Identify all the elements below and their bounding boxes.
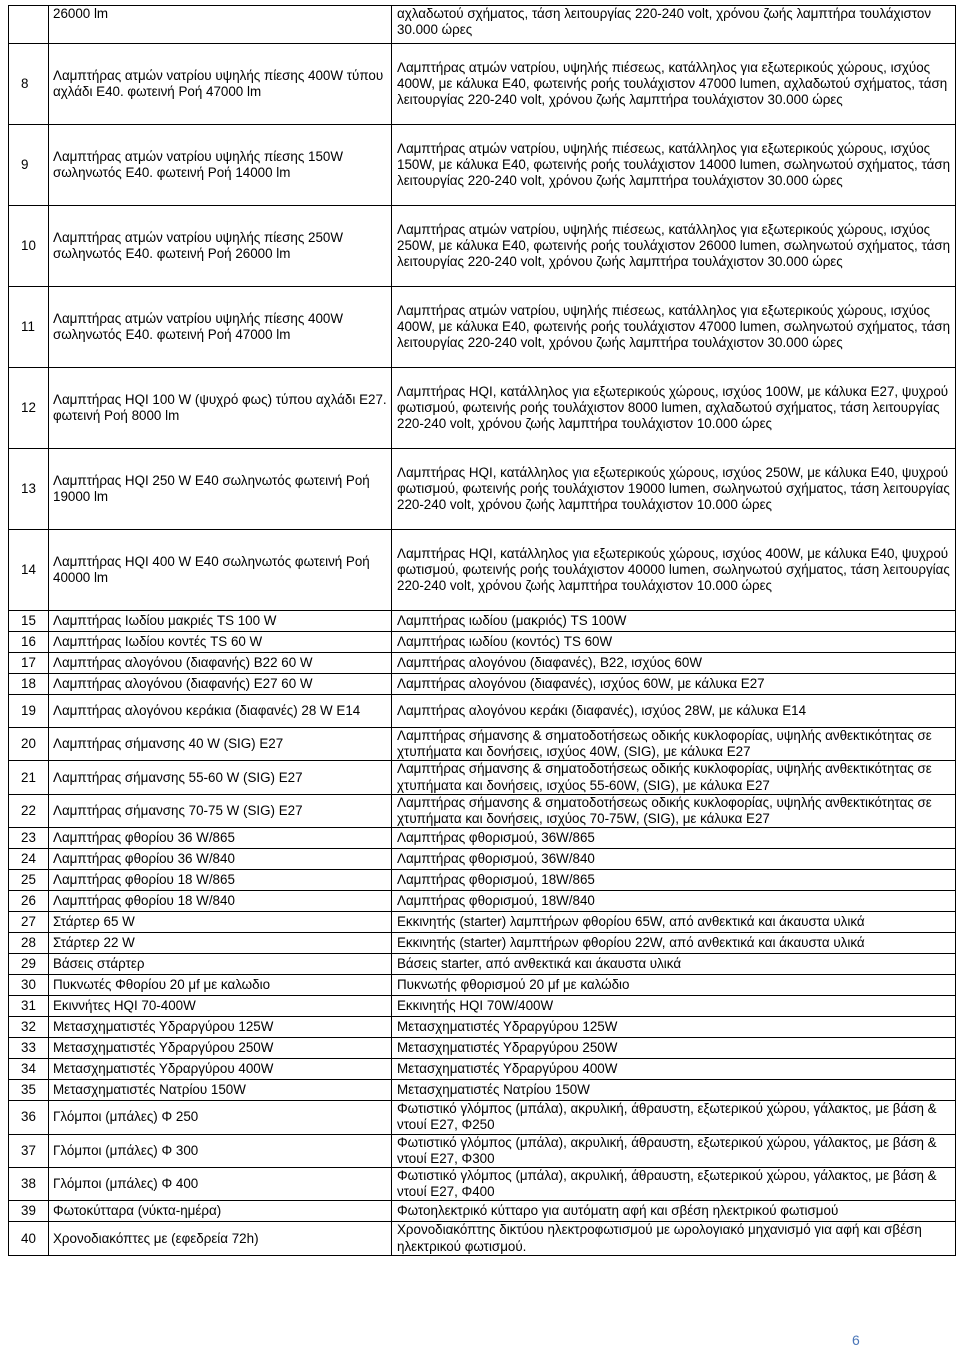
row-number-cell: 38 [9, 1168, 49, 1201]
item-name-cell: Λαμπτήρας σήμανσης 40 W (SIG) E27 [49, 728, 392, 761]
row-number-cell: 13 [9, 449, 49, 530]
table-row [9, 632, 956, 653]
item-description-cell: Λαμπτήρας σήμανσης & σηματοδοτήσεως οδικής κυκλοφορίας, υψηλής ανθεκτικότητας σε χτυπήματα και δονήσεις, ισχύος 55-60W, (SIG), με κάλυκα E27 [392, 761, 956, 794]
item-name-cell: Μετασχηματιστές Υδραργύρου 250W [49, 1038, 392, 1059]
table-row [9, 695, 956, 728]
row-number-cell: 9 [9, 125, 49, 206]
table-row [9, 674, 956, 695]
table-row [9, 794, 956, 827]
table-row [9, 996, 956, 1017]
table-row [9, 933, 956, 954]
row-number-cell: 15 [9, 611, 49, 632]
item-description-cell: Χρονοδιακόπτης δικτύου ηλεκτροφωτισμού με ωρολογιακό μηχανισμό για αφή και σβέση ηλεκτρικού φωτισμού. [392, 1222, 956, 1255]
item-description-cell: Φωτιστικό γλόμπος (μπάλα), ακρυλική, άθραυστη, εξωτερικού χώρου, γάλακτος, με βάση & ντουί E27, Φ300 [392, 1134, 956, 1167]
row-number-cell: 12 [9, 368, 49, 449]
item-name-cell: Στάρτερ 65 W [49, 912, 392, 933]
items-table-body [9, 6, 956, 1256]
item-description-cell: Εκκινητής HQI 70W/400W [392, 996, 956, 1017]
table-row [9, 828, 956, 849]
item-description-cell: Λαμπτήρας αλογόνου (διαφανές), B22, ισχύος 60W [392, 653, 956, 674]
row-number-cell: 35 [9, 1080, 49, 1101]
row-number-cell: 28 [9, 933, 49, 954]
row-number-cell [9, 6, 49, 44]
row-number-cell: 19 [9, 695, 49, 728]
item-description-cell: Λαμπτήρας σήμανσης & σηματοδοτήσεως οδικής κυκλοφορίας, υψηλής ανθεκτικότητας σε χτυπήματα και δονήσεις, ισχύος 70-75W, (SIG), με κάλυκα E27 [392, 794, 956, 827]
item-description-cell: Λαμπτήρας φθορισμού, 18W/865 [392, 870, 956, 891]
table-row [9, 870, 956, 891]
item-name-cell: Γλόμποι (μπάλες) Φ 300 [49, 1134, 392, 1167]
item-description-cell: Βάσεις starter, από ανθεκτικά και άκαυστα υλικά [392, 954, 956, 975]
item-description-cell: Λαμπτήρας φθορισμού, 36W/865 [392, 828, 956, 849]
table-row [9, 849, 956, 870]
item-name-cell: 26000 lm [49, 6, 392, 44]
table-row [9, 449, 956, 530]
item-name-cell: Λαμπτήρας φθορίου 36 W/840 [49, 849, 392, 870]
item-name-cell: Λαμπτήρας ατμών νατρίου υψηλής πίεσης 400W τύπου αχλάδι E40. φωτεινή Ροή 47000 lm [49, 44, 392, 125]
row-number-cell: 32 [9, 1017, 49, 1038]
item-description-cell: Λαμπτήρας αλογόνου (διαφανές), ισχύος 60W, με κάλυκα E27 [392, 674, 956, 695]
item-name-cell: Λαμπτήρας φθορίου 18 W/865 [49, 870, 392, 891]
item-description-cell: Λαμπτήρας φθορισμού, 36W/840 [392, 849, 956, 870]
table-row [9, 653, 956, 674]
table-row [9, 206, 956, 287]
table-row [9, 287, 956, 368]
table-row [9, 368, 956, 449]
item-name-cell: Μετασχηματιστές Υδραργύρου 125W [49, 1017, 392, 1038]
table-row [9, 1059, 956, 1080]
item-name-cell: Λαμπτήρας ατμών νατρίου υψηλής πίεσης 150W σωληνωτός E40. φωτεινή Ροή 14000 lm [49, 125, 392, 206]
item-description-cell: Λαμπτήρας ατμών νατρίου, υψηλής πιέσεως, κατάλληλος για εξωτερικούς χώρους, ισχύος 400W, με κάλυκα Ε40, φωτεινής ροής τουλάχιστον 47000 lumen, αχλαδωτού σχήματος, τάση λειτουργίας 220-240 volt, χρόνου ζωής λαμπτήρα τουλάχιστον 30.000 ώρες [392, 44, 956, 125]
table-row [9, 1101, 956, 1134]
item-name-cell: Λαμπτήρας ατμών νατρίου υψηλής πίεσης 400W σωληνωτός E40. φωτεινή Ροή 47000 lm [49, 287, 392, 368]
table-row [9, 1134, 956, 1167]
row-number-cell: 20 [9, 728, 49, 761]
table-row [9, 6, 956, 44]
item-description-cell: Λαμπτήρας ιωδίου (κοντός) TS 60W [392, 632, 956, 653]
row-number-cell: 29 [9, 954, 49, 975]
item-name-cell: Γλόμποι (μπάλες) Φ 400 [49, 1168, 392, 1201]
row-number-cell: 40 [9, 1222, 49, 1255]
item-description-cell: Λαμπτήρας ατμών νατρίου, υψηλής πιέσεως, κατάλληλος για εξωτερικούς χώρους, ισχύος 250W, με κάλυκα Ε40, φωτεινής ροής τουλάχιστον 26000 lumen, σωληνωτού σχήματος, τάση λειτουργίας 220-240 volt, χρόνου ζωής λαμπτήρα τουλάχιστον 30.000 ώρες [392, 206, 956, 287]
row-number-cell: 14 [9, 530, 49, 611]
table-row [9, 125, 956, 206]
item-description-cell: Φωτιστικό γλόμπος (μπάλα), ακρυλική, άθραυστη, εξωτερικού χώρου, γάλακτος, με βάση & ντουί E27, Φ400 [392, 1168, 956, 1201]
table-row [9, 44, 956, 125]
table-row [9, 975, 956, 996]
row-number-cell: 27 [9, 912, 49, 933]
table-row [9, 1017, 956, 1038]
item-name-cell: Φωτοκύτταρα (νύκτα-ημέρα) [49, 1201, 392, 1222]
table-row [9, 611, 956, 632]
item-description-cell: Λαμπτήρας HQI, κατάλληλος για εξωτερικούς χώρους, ισχύος 100W, με κάλυκα Ε27, ψυχρού φωτισμού, φωτεινής ροής τουλάχιστον 8000 lumen, αχλαδωτού σχήματος, τάση λειτουργίας 220-240 volt, χρόνου ζωής λαμπτήρα τουλάχιστον 10.000 ώρες [392, 368, 956, 449]
item-name-cell: Πυκνωτές Φθορίου 20 μf με καλωδιο [49, 975, 392, 996]
item-name-cell: Λαμπτήρας Ιωδίου μακριές TS 100 W [49, 611, 392, 632]
row-number-cell: 39 [9, 1201, 49, 1222]
item-name-cell: Εκιννήτες HQI 70-400W [49, 996, 392, 1017]
item-name-cell: Λαμπτήρας Ιωδίου κοντές TS 60 W [49, 632, 392, 653]
row-number-cell: 31 [9, 996, 49, 1017]
row-number-cell: 8 [9, 44, 49, 125]
items-table [8, 5, 956, 1256]
row-number-cell: 23 [9, 828, 49, 849]
table-row [9, 1222, 956, 1255]
table-row [9, 1168, 956, 1201]
item-description-cell: Μετασχηματιστές Νατρίου 150W [392, 1080, 956, 1101]
row-number-cell: 16 [9, 632, 49, 653]
item-description-cell: Λαμπτήρας HQI, κατάλληλος για εξωτερικούς χώρους, ισχύος 400W, με κάλυκα Ε40, ψυχρού φωτισμού, φωτεινής ροής τουλάχιστον 40000 lumen, σωληνωτού σχήματος, τάση λειτουργίας 220-240 volt, χρόνου ζωής λαμπτήρα τουλάχιστον 10.000 ώρες [392, 530, 956, 611]
item-description-cell: Λαμπτήρας ατμών νατρίου, υψηλής πιέσεως, κατάλληλος για εξωτερικούς χώρους, ισχύος 400W, με κάλυκα Ε40, φωτεινής ροής τουλάχιστον 47000 lumen, σωληνωτού σχήματος, τάση λειτουργίας 220-240 volt, χρόνου ζωής λαμπτήρα τουλάχιστον 30.000 ώρες [392, 287, 956, 368]
item-name-cell: Βάσεις στάρτερ [49, 954, 392, 975]
item-name-cell: Γλόμποι (μπάλες) Φ 250 [49, 1101, 392, 1134]
row-number-cell: 11 [9, 287, 49, 368]
item-name-cell: Λαμπτήρας αλογόνου (διαφανής) B22 60 W [49, 653, 392, 674]
table-row [9, 761, 956, 794]
row-number-cell: 33 [9, 1038, 49, 1059]
item-description-cell: Λαμπτήρας σήμανσης & σηματοδοτήσεως οδικής κυκλοφορίας, υψηλής ανθεκτικότητας σε χτυπήματα και δονήσεις, ισχύος 40W, (SIG), με κάλυκα E27 [392, 728, 956, 761]
row-number-cell: 24 [9, 849, 49, 870]
row-number-cell: 36 [9, 1101, 49, 1134]
row-number-cell: 34 [9, 1059, 49, 1080]
item-name-cell: Λαμπτήρας αλογόνου κεράκια (διαφανές) 28 W E14 [49, 695, 392, 728]
item-name-cell: Στάρτερ 22 W [49, 933, 392, 954]
item-name-cell: Χρονοδιακόπτες με (εφεδρεία 72h) [49, 1222, 392, 1255]
item-name-cell: Μετασχηματιστές Υδραργύρου 400W [49, 1059, 392, 1080]
item-description-cell: Φωτιστικό γλόμπος (μπάλα), ακρυλική, άθραυστη, εξωτερικού χώρου, γάλακτος, με βάση & ντουί E27, Φ250 [392, 1101, 956, 1134]
table-row [9, 891, 956, 912]
table-row [9, 954, 956, 975]
item-name-cell: Λαμπτήρας HQI 100 W (ψυχρό φως) τύπου αχλάδι E27. φωτεινή Ροή 8000 lm [49, 368, 392, 449]
item-description-cell: Λαμπτήρας ατμών νατρίου, υψηλής πιέσεως, κατάλληλος για εξωτερικούς χώρους, ισχύος 150W, με κάλυκα Ε40, φωτεινής ροής τουλάχιστον 14000 lumen, σωληνωτού σχήματος, τάση λειτουργίας 220-240 volt, χρόνου ζωής λαμπτήρα τουλάχιστον 30.000 ώρες [392, 125, 956, 206]
row-number-cell: 17 [9, 653, 49, 674]
item-description-cell: Μετασχηματιστές Υδραργύρου 400W [392, 1059, 956, 1080]
item-description-cell: Λαμπτήρας ιωδίου (μακριός) TS 100W [392, 611, 956, 632]
item-description-cell: Φωτοηλεκτρικό κύτταρο για αυτόματη αφή και σβέση ηλεκτρικού φωτισμού [392, 1201, 956, 1222]
row-number-cell: 18 [9, 674, 49, 695]
row-number-cell: 37 [9, 1134, 49, 1167]
item-description-cell: Λαμπτήρας αλογόνου κεράκι (διαφανές), ισχύος 28W, με κάλυκα E14 [392, 695, 956, 728]
item-description-cell: Πυκνωτής φθορισμού 20 μf με καλώδιο [392, 975, 956, 996]
table-row [9, 1038, 956, 1059]
row-number-cell: 10 [9, 206, 49, 287]
item-description-cell: Λαμπτήρας φθορισμού, 18W/840 [392, 891, 956, 912]
row-number-cell: 26 [9, 891, 49, 912]
item-description-cell: αχλαδωτού σχήματος, τάση λειτουργίας 220-240 volt, χρόνου ζωής λαμπτήρα τουλάχιστον 30.000 ώρες [392, 6, 956, 44]
row-number-cell: 30 [9, 975, 49, 996]
item-name-cell: Λαμπτήρας ατμών νατρίου υψηλής πίεσης 250W σωληνωτός E40. φωτεινή Ροή 26000 lm [49, 206, 392, 287]
item-description-cell: Εκκινητής (starter) λαμπτήρων φθορίου 22W, από ανθεκτικά και άκαυστα υλικά [392, 933, 956, 954]
item-description-cell: Μετασχηματιστές Υδραργύρου 250W [392, 1038, 956, 1059]
page-number: 6 [852, 1332, 860, 1348]
table-row [9, 728, 956, 761]
row-number-cell: 22 [9, 794, 49, 827]
item-name-cell: Λαμπτήρας HQI 250 W E40 σωληνωτός φωτεινή Ροή 19000 lm [49, 449, 392, 530]
table-row [9, 912, 956, 933]
table-row [9, 1080, 956, 1101]
item-description-cell: Λαμπτήρας HQI, κατάλληλος για εξωτερικούς χώρους, ισχύος 250W, με κάλυκα Ε40, ψυχρού φωτισμού, φωτεινής ροής τουλάχιστον 19000 lumen, σωληνωτού σχήματος, τάση λειτουργίας 220-240 volt, χρόνου ζωής λαμπτήρα τουλάχιστον 10.000 ώρες [392, 449, 956, 530]
item-name-cell: Λαμπτήρας σήμανσης 70-75 W (SIG) E27 [49, 794, 392, 827]
row-number-cell: 21 [9, 761, 49, 794]
item-name-cell: Λαμπτήρας HQI 400 W E40 σωληνωτός φωτεινή Ροή 40000 lm [49, 530, 392, 611]
item-name-cell: Λαμπτήρας φθορίου 18 W/840 [49, 891, 392, 912]
row-number-cell: 25 [9, 870, 49, 891]
item-name-cell: Λαμπτήρας φθορίου 36 W/865 [49, 828, 392, 849]
item-description-cell: Εκκινητής (starter) λαμπτήρων φθορίου 65W, από ανθεκτικά και άκαυστα υλικά [392, 912, 956, 933]
item-name-cell: Λαμπτήρας αλογόνου (διαφανής) E27 60 W [49, 674, 392, 695]
item-name-cell: Λαμπτήρας σήμανσης 55-60 W (SIG) E27 [49, 761, 392, 794]
item-description-cell: Μετασχηματιστές Υδραργύρου 125W [392, 1017, 956, 1038]
item-name-cell: Μετασχηματιστές Νατρίου 150W [49, 1080, 392, 1101]
table-row [9, 1201, 956, 1222]
table-row [9, 530, 956, 611]
